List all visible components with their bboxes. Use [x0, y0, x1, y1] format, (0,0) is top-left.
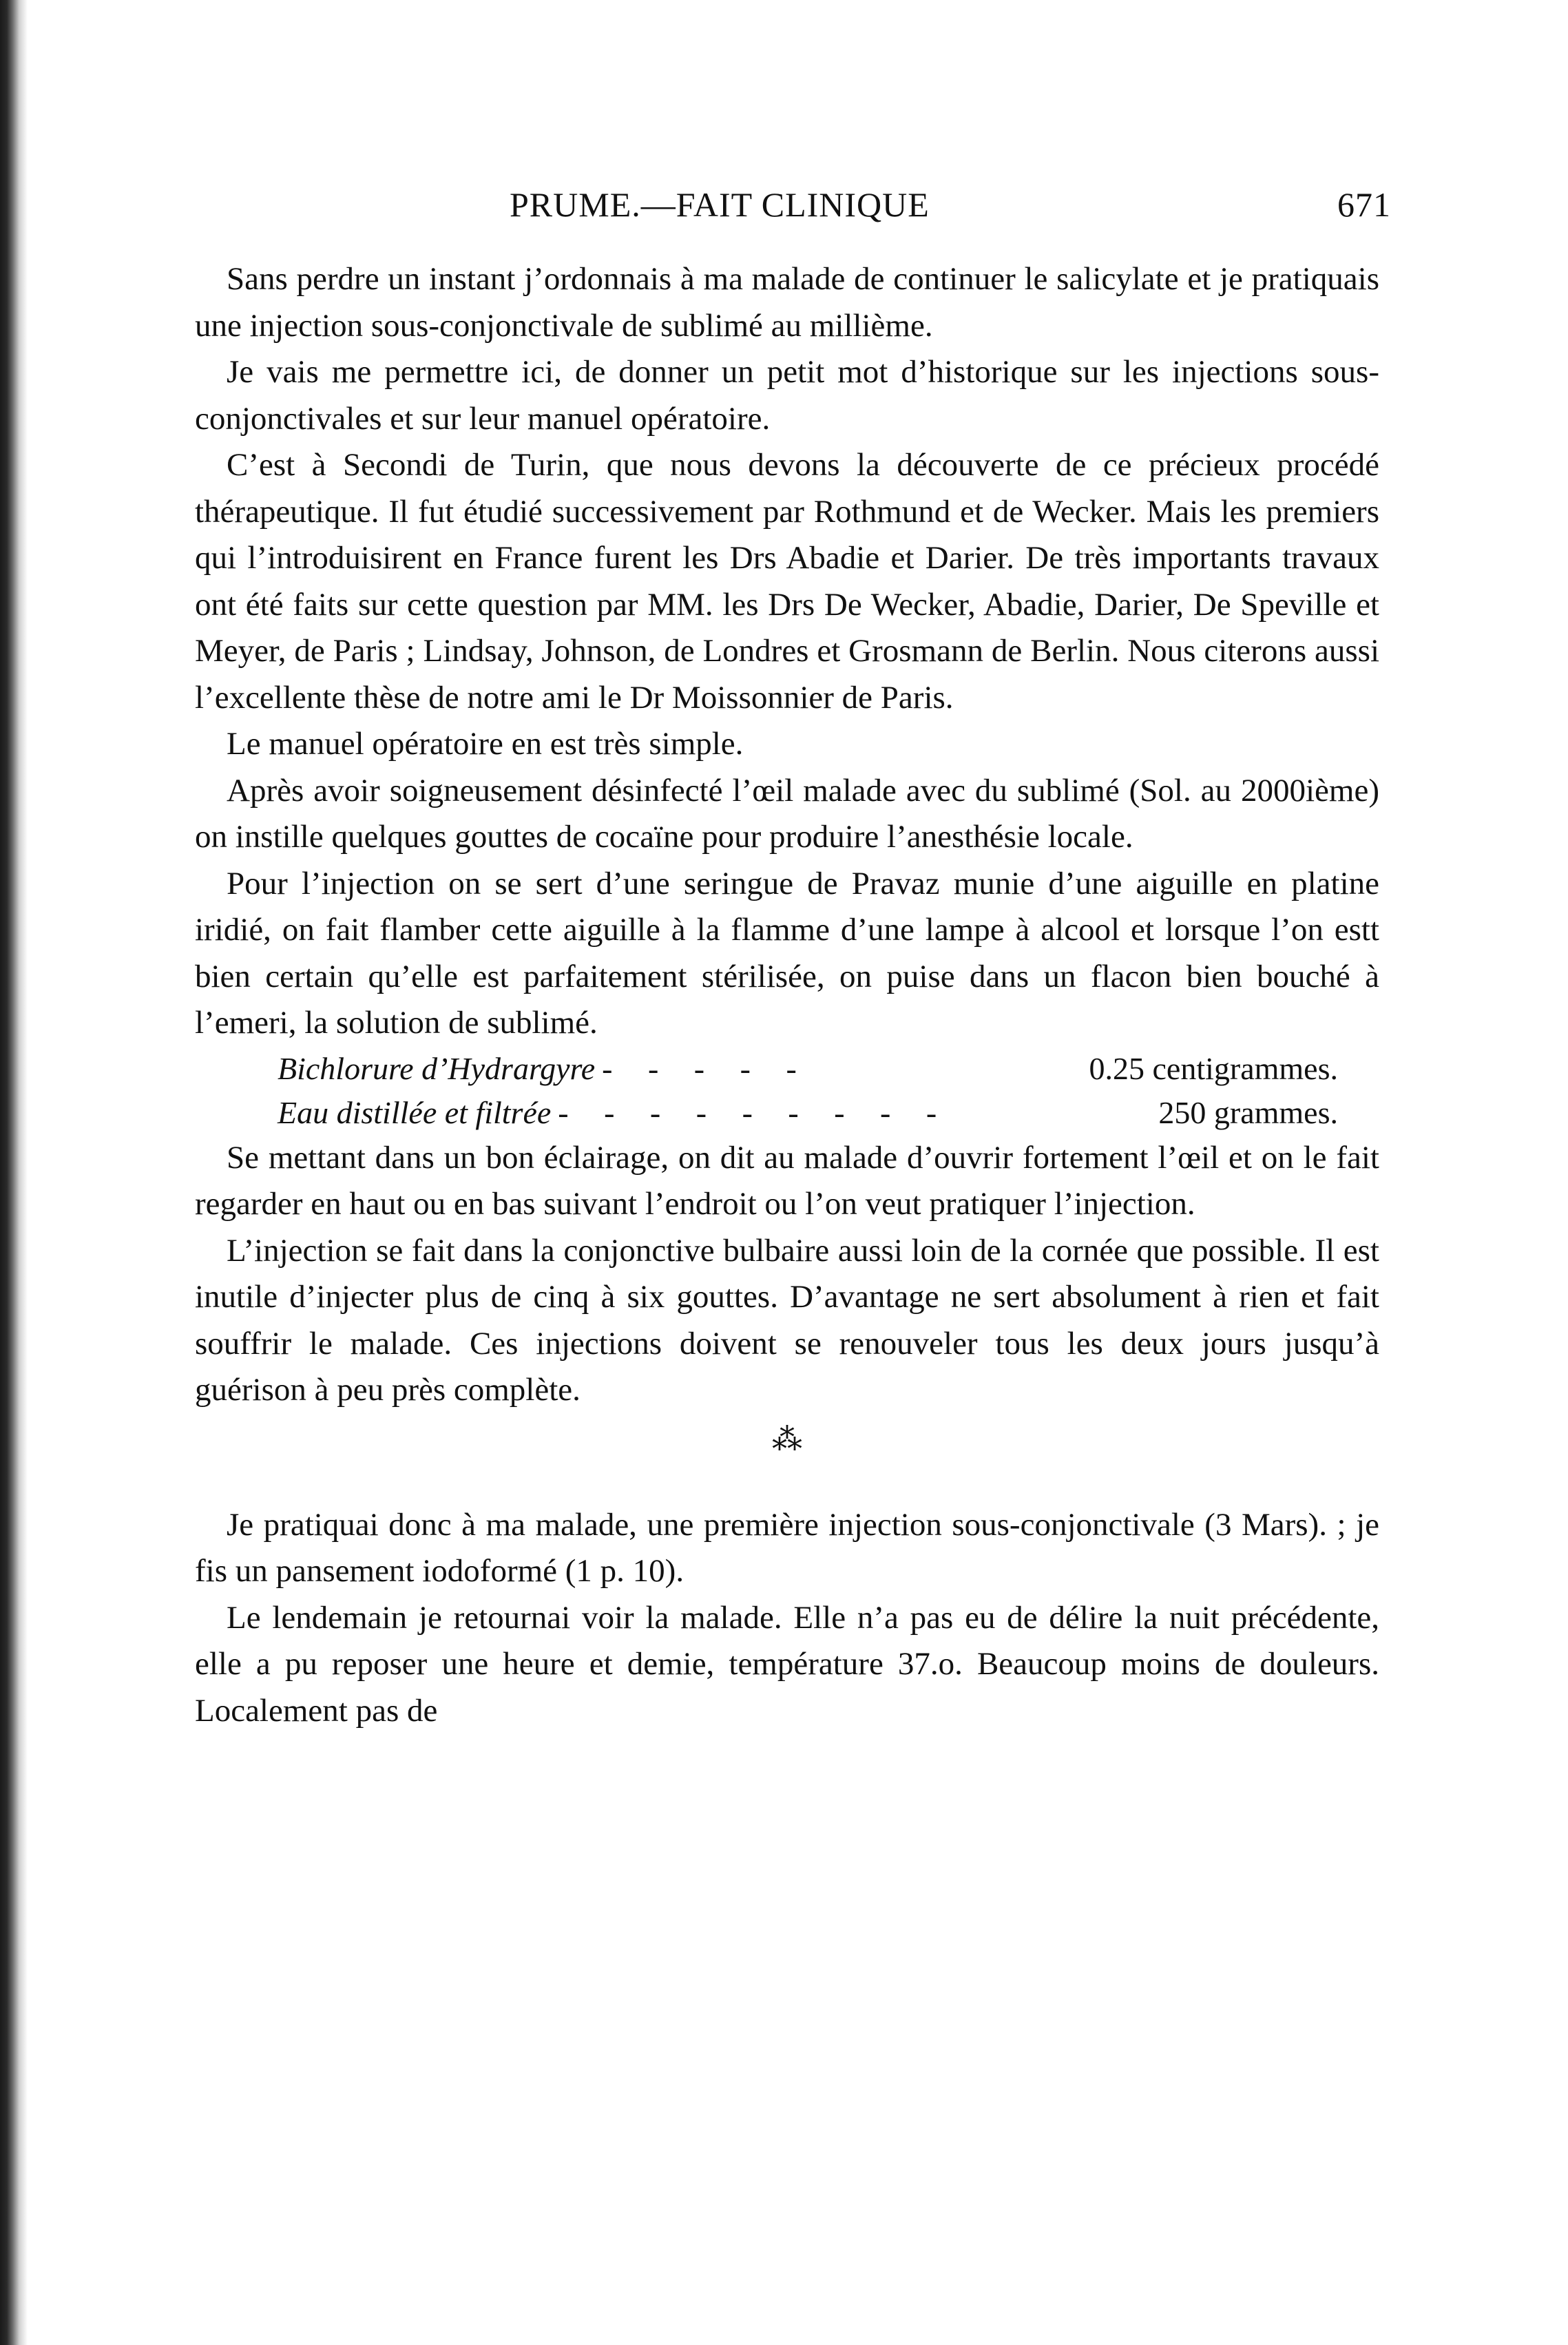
formula-leader: - - - - - — [602, 1050, 811, 1086]
body-text — [195, 256, 1379, 1734]
running-title: PRUME.—FAIT CLINIQUE — [510, 185, 930, 224]
section-separator: ⁂ — [772, 1422, 802, 1457]
paragraph: Sans perdre un instant j’ordonnais à ma malade de continuer le salicylate et je pratiquais une injection sous-conjonctivale de sublimé au millième. — [195, 261, 1379, 344]
binding-edge — [0, 0, 28, 2345]
formula-amount: 250 grammes. — [1158, 1094, 1338, 1130]
running-header — [510, 185, 1391, 233]
formula-leader: - - - - - - - - - — [558, 1094, 951, 1130]
formula-amount: 0.25 centigrammes. — [1089, 1050, 1338, 1086]
paragraph: Je pratiquai donc à ma malade, une première injection sous-conjonctivale (3 Mars). ; je fis un pansement iodoformé (1 p. 10). — [195, 1506, 1379, 1589]
formula-ingredient: Eau distillée et filtrée — [278, 1094, 552, 1130]
paragraph: Pour l’injection on se sert d’une seringue de Pravaz munie d’une aiguille en platine iridié, on fait flamber cette aiguille à la flamme d’une lampe à alcool et lorsque l’on estt bien certain qu’elle est parfaitement stérilisée, on puise dans un flacon bien bouché à l’emeri, la solution de sublimé. — [195, 865, 1379, 1041]
formula-row — [278, 1091, 1338, 1135]
paragraph: Le manuel opératoire en est très simple. — [227, 726, 744, 762]
paragraph: L’injection se fait dans la conjonctive bulbaire aussi loin de la cornée que possible. Il est inutile d’injecter plus de cinq à six gouttes. D’avantage ne sert absolument à rien et fait souffrir le malade. Ces injections doivent se renouveler tous les deux jours jusqu’à guérison à peu près complète. — [195, 1232, 1379, 1408]
paragraph: Après avoir soigneusement désinfecté l’œil malade avec du sublimé (Sol. au 2000ième) on instille quelques gouttes de cocaïne pour produire l’anesthésie locale. — [195, 772, 1379, 855]
formula-ingredient: Bichlorure d’Hydrargyre — [278, 1050, 596, 1086]
paragraph: Je vais me permettre ici, de donner un petit mot d’historique sur les injections sous-conjonctivales et sur leur manuel opératoire. — [195, 354, 1379, 437]
prescription-formula — [195, 1047, 1379, 1135]
paragraph: C’est à Secondi de Turin, que nous devons la découverte de ce précieux procédé thérapeutique. Il fut étudié successivement par Rothmund et de Wecker. Mais les premiers qui l’introduisirent en France furent les Drs Abadie et Darier. De très importants travaux ont été faits sur cette question par MM. les Drs De Wecker, Abadie, Darier, De Speville et Meyer, de Paris ; Lindsay, Johnson, de Londres et Grosmann de Berlin. Nous citerons aussi l’excellente thèse de notre ami le Dr Moissonnier de Paris. — [195, 447, 1379, 716]
formula-row — [278, 1047, 1338, 1091]
paragraph: Le lendemain je retournai voir la malade. Elle n’a pas eu de délire la nuit précédente, elle a pu reposer une heure et demie, température 37.o. Beaucoup moins de douleurs. Localement pas de — [195, 1599, 1379, 1729]
page-number: 671 — [1337, 185, 1391, 224]
paragraph: Se mettant dans un bon éclairage, on dit au malade d’ouvrir fortement l’œil et on le fait regarder en haut ou en bas suivant l’endroit ou l’on veut pratiquer l’injection. — [195, 1139, 1379, 1222]
